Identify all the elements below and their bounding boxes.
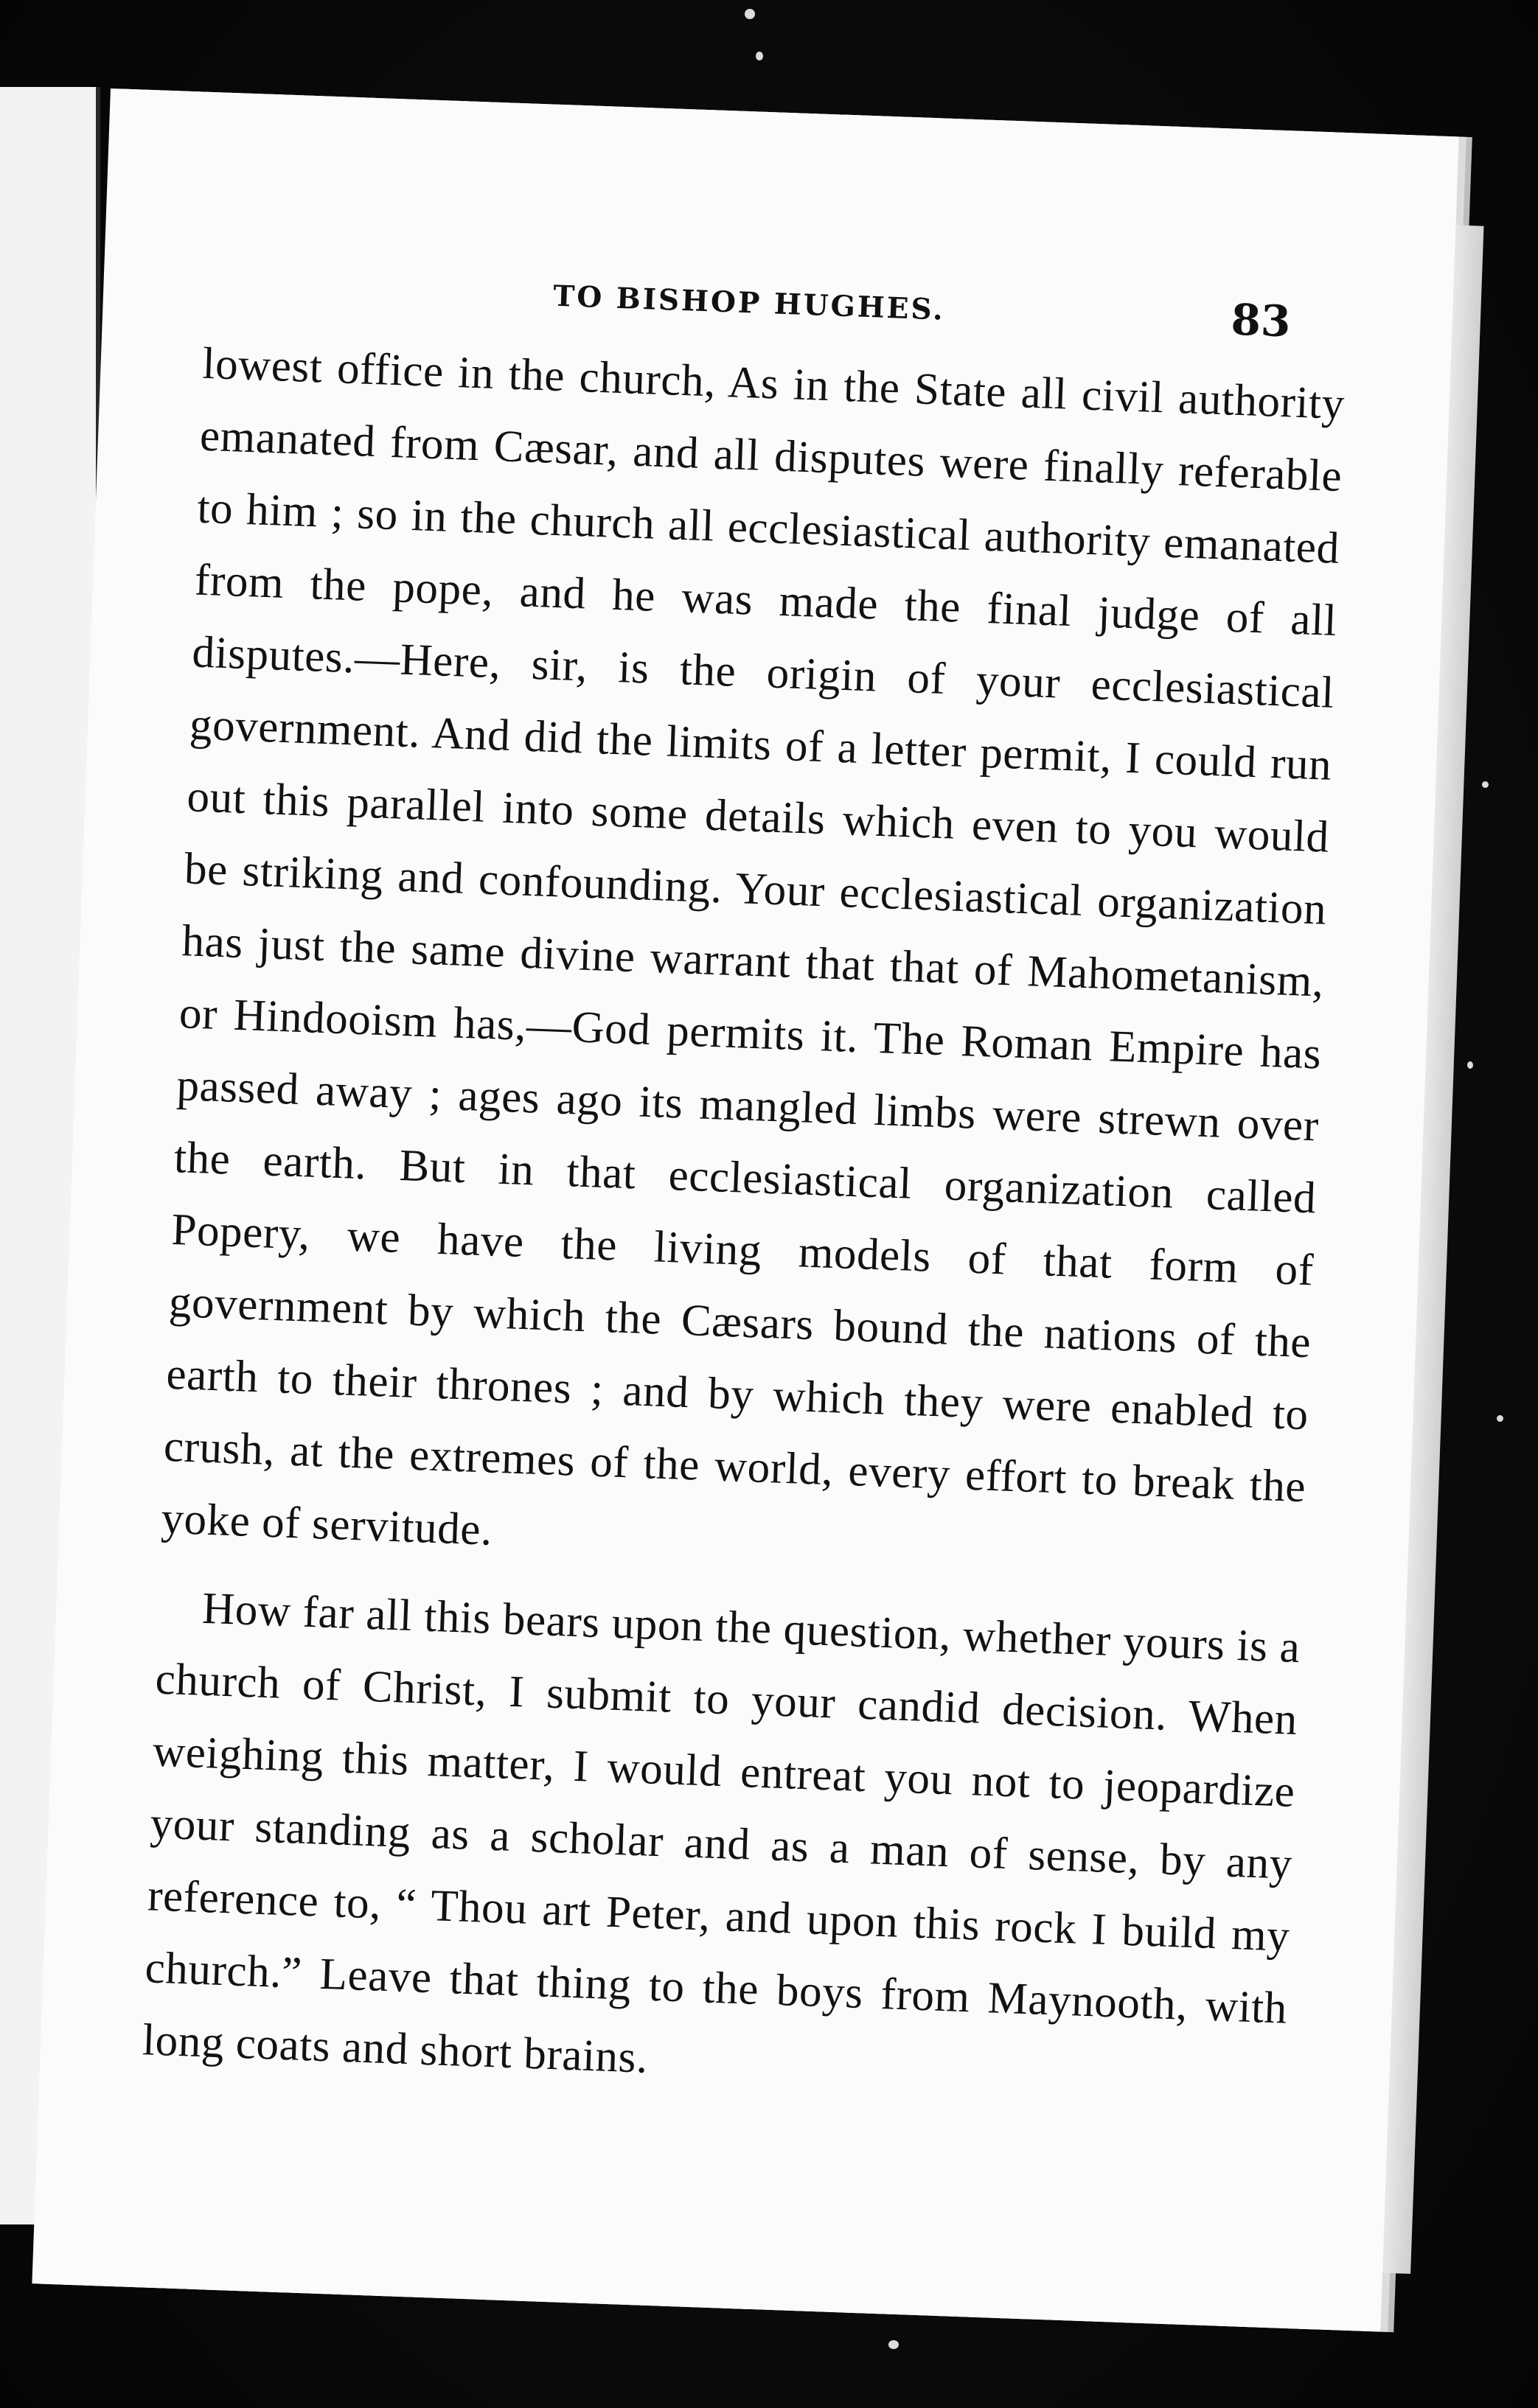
page-fore-edge	[1382, 225, 1483, 2274]
page-number: 83	[1230, 294, 1292, 347]
body-text	[142, 328, 1346, 2118]
dust-speck	[1497, 1415, 1503, 1422]
paragraph: How far all this bears upon the question, whether yours is a church of Christ, I submit to your candid decision. When weighing this matter, I would entreat you not to jeopardize your standing as a scholar and as a man of sense, by any reference to, “ Thou art Peter, and upon this rock I build my church.” Leave that thing to the boys from Maynooth, with long coats and short brains.	[142, 1583, 1301, 2083]
book-page	[32, 88, 1458, 2332]
dust-speck	[745, 9, 755, 19]
dust-speck	[756, 52, 763, 60]
dust-speck	[888, 2340, 899, 2349]
dust-speck	[1467, 1061, 1473, 1069]
running-head: TO BISHOP HUGHES.	[552, 279, 946, 327]
dust-speck	[1482, 781, 1489, 788]
paragraph: lowest office in the church, As in the State all civil authority emanated from Cæsar, and all disputes were finally referable to him ; so in the church all ecclesiastical authority emanated from the pope, and he was made the final judge of all disputes.—Here, sir, is the origin of your ecclesiastical government. And did the limits of a letter permit, I could run out this parallel into some details which even to you would be striking and confounding. Your ecclesiastical organization has just the same divine warrant that that of Mahometanism, or Hindooism has,—God permits it. The Roman Empire has passed away ; ages ago its mangled limbs were strewn over the earth. But in that ecclesiastical organization called Popery, we have the living models of that form of government by which the Cæsars bound the nations of the earth to their thrones ; and by which they were enabled to crush, at the extremes of the world, every effort to break the yoke of servitude.	[160, 338, 1346, 1555]
